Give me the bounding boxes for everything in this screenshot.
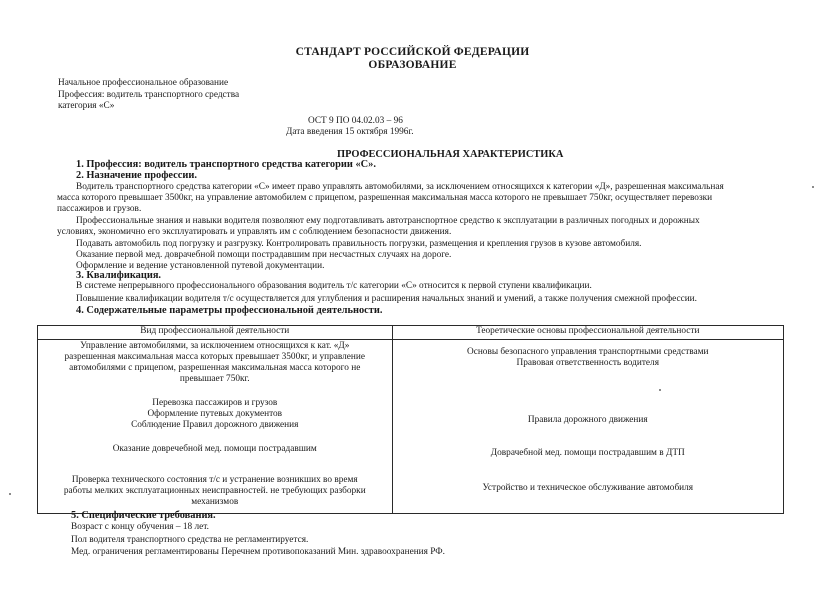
- item-activity-parameters: 4. Содержательные параметры профессиональной деятельности.: [76, 305, 383, 316]
- standard-code: ОСТ 9 ПО 04.02.03 – 96: [308, 116, 403, 126]
- table-header-activity: Вид профессиональной деятельности: [38, 326, 393, 340]
- meta-profession: Профессия: водитель транспортного средства: [58, 90, 240, 100]
- purpose-text-line: Подавать автомобиль под погрузку и разгрузку. Контролировать правильность погрузки, размещения и крепления грузов в кузове автомобиля.: [76, 239, 642, 249]
- item-specific-requirements: 5. Специфические требования.: [71, 510, 216, 521]
- theory-vehicle-maintenance: Устройство и техническое обслуживание автомобиля: [482, 483, 694, 493]
- scan-speck: [9, 493, 11, 495]
- theory-traffic-rules: Правила дорожного движения: [527, 415, 648, 425]
- document-title-line2: ОБРАЗОВАНИЕ: [368, 59, 457, 71]
- activity-transport: Перевозка пассажиров и грузов: [152, 398, 278, 408]
- activity-traffic-rules: Соблюдение Правил дорожного движения: [131, 420, 299, 430]
- table-header-row: [38, 326, 784, 340]
- table-row: [38, 340, 784, 514]
- theory-legal-responsibility: Правовая ответственность водителя: [516, 358, 659, 368]
- activity-first-aid: Оказание довречебной мед. помощи пострадавшим: [112, 444, 317, 454]
- purpose-text-line: Профессиональные знания и навыки водителя позволяют ему подготавливать автотранспортное средство к эксплуатации в различных погодных и дорожных: [76, 216, 700, 226]
- qualification-text-line: В системе непрерывного профессионального образования водитель т/с категории «С» относится к первой ступени квалификации.: [76, 281, 592, 291]
- scan-speck: [659, 389, 661, 391]
- activity-inspection-line: Проверка технического состояния т/с и устранение возникших во время: [71, 475, 358, 485]
- document-title-line1: СТАНДАРТ РОССИЙСКОЙ ФЕДЕРАЦИИ: [295, 46, 530, 58]
- purpose-text-line: масса которого превышает 3500кг, на управление автомобилем с прицепом, разрешенная максимальная масса которого не превышает 750кг, осуществляет перевозки: [57, 193, 713, 203]
- purpose-text-line: Водитель транспортного средства категории «С» имеет право управлять автомобилями, за исключением относящихся к категории «Д», разрешенная максимальная: [76, 182, 724, 192]
- specific-requirement: Мед. ограничения регламентированы Перечнем противопоказаний Мин. здравоохранения РФ.: [71, 547, 445, 557]
- activity-parameters-table: [37, 325, 784, 514]
- activity-driving-line: превышает 750кг.: [179, 374, 250, 384]
- activity-documents: Оформление путевых документов: [147, 409, 283, 419]
- meta-education-level: Начальное профессиональное образование: [58, 78, 229, 88]
- specific-requirement: Пол водителя транспортного средства не регламентируется.: [71, 535, 309, 545]
- activity-inspection-line: работы мелких эксплуатационных неисправностей. не требующих разборки: [63, 486, 366, 496]
- item-profession: 1. Профессия: водитель транспортного средства категории «С».: [76, 159, 376, 170]
- section-title: ПРОФЕССИОНАЛЬНАЯ ХАРАКТЕРИСТИКА: [337, 149, 564, 160]
- activity-driving-line: Управление автомобилями, за исключением относящихся к кат. «Д»: [80, 341, 350, 351]
- theory-first-aid: Доврачебной мед. помощи пострадавшим в ДТП: [490, 448, 685, 458]
- standard-date: Дата введения 15 октября 1996г.: [286, 127, 414, 137]
- activity-driving-line: разрешенная максимальная масса которых превышает 3500кг, и управление: [64, 352, 365, 362]
- table-header-theory: Теоретические основы профессиональной деятельности: [392, 326, 783, 340]
- activity-driving-line: автомобилями с прицепом, разрешенная максимальная масса которого не: [69, 363, 361, 373]
- purpose-text-line: пассажиров и грузов.: [57, 204, 142, 214]
- qualification-text-line: Повышение квалификации водителя т/с осуществляется для углубления и расширения начальных знаний и умений, а также получения смежной профессии.: [76, 294, 697, 304]
- table-cell-activities: [38, 340, 393, 514]
- table-cell-theory: [392, 340, 783, 514]
- purpose-text-line: Оформление и ведение установленной путевой документации.: [76, 261, 325, 271]
- theory-safe-driving: Основы безопасного управления транспортными средствами: [466, 347, 709, 357]
- item-qualification: 3. Квалификация.: [76, 270, 162, 281]
- specific-requirement: Возраст с концу обучения – 18 лет.: [71, 522, 209, 532]
- item-purpose: 2. Назначение профессии.: [76, 170, 197, 181]
- purpose-text-line: условиях, экономично его эксплуатировать и управлять им с соблюдением безопасности движения.: [57, 227, 452, 237]
- purpose-text-line: Оказание первой мед. доврачебной помощи пострадавшим при несчастных случаях на дороге.: [76, 250, 452, 260]
- scan-speck: [812, 186, 814, 188]
- meta-category: категория «С»: [58, 101, 115, 111]
- activity-inspection-line: механизмов: [191, 497, 239, 507]
